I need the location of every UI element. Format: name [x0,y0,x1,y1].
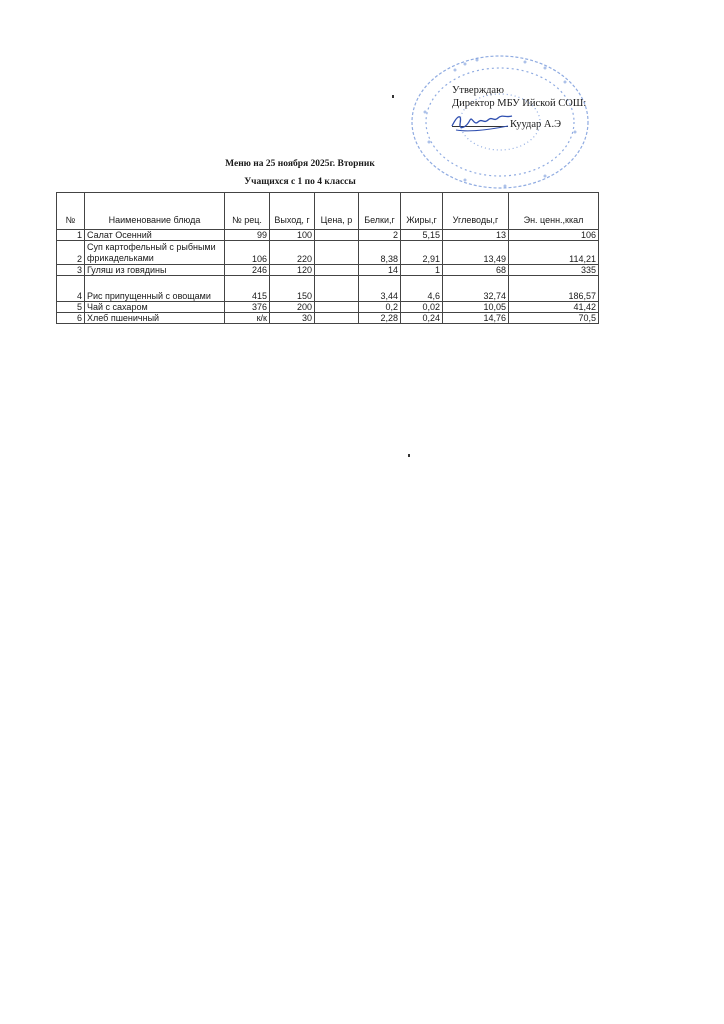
cell-carbs: 13,49 [443,241,509,265]
table-header-row [57,193,599,230]
cell-dish-name: Чай с сахаром [85,302,225,313]
cell-output: 30 [270,313,315,324]
header-proteins: Белки,г [359,193,401,230]
cell-carbs: 14,76 [443,313,509,324]
menu-title: Меню на 25 ноября 2025г. Вторник [225,159,375,169]
cell-energy: 70,5 [509,313,599,324]
approval-signatory-name: Куудар А.Э [510,119,562,130]
table-row [57,302,599,313]
cell-no: 1 [57,230,85,241]
cell-recipe-no: 106 [225,241,270,265]
cell-fats: 0,24 [401,313,443,324]
cell-price [315,302,359,313]
cell-dish-name: Суп картофельный с рыбными фрикадельками [85,241,225,265]
cell-price [315,241,359,265]
menu-table [56,192,599,324]
menu-subtitle: Учащихся с 1 по 4 классы [244,177,356,187]
cell-proteins: 2 [359,230,401,241]
cell-proteins: 3,44 [359,276,401,302]
cell-no: 4 [57,276,85,302]
cell-energy: 335 [509,265,599,276]
table-row [57,230,599,241]
header-fats: Жиры,г [401,193,443,230]
cell-recipe-no: 376 [225,302,270,313]
header-no: № [57,193,85,230]
cell-output: 120 [270,265,315,276]
cell-no: 5 [57,302,85,313]
header-recipe-no: № рец. [225,193,270,230]
cell-dish-name: Гуляш из говядины [85,265,225,276]
cell-no: 6 [57,313,85,324]
cell-recipe-no: 246 [225,265,270,276]
approval-position: Директор МБУ Ийской СОШ: [452,98,587,109]
scan-speck [408,454,410,457]
header-output: Выход, г [270,193,315,230]
cell-carbs: 68 [443,265,509,276]
cell-proteins: 14 [359,265,401,276]
header-energy: Эн. ценн.,ккал [509,193,599,230]
cell-recipe-no: к/к [225,313,270,324]
table-row [57,313,599,324]
cell-carbs: 32,74 [443,276,509,302]
cell-proteins: 0,2 [359,302,401,313]
table-row [57,241,599,265]
header-carbs: Углеводы,г [443,193,509,230]
header-dish-name: Наименование блюда [85,193,225,230]
cell-fats: 1 [401,265,443,276]
cell-output: 100 [270,230,315,241]
cell-energy: 41,42 [509,302,599,313]
cell-output: 200 [270,302,315,313]
cell-energy: 114,21 [509,241,599,265]
table-row [57,276,599,302]
cell-price [315,313,359,324]
cell-recipe-no: 99 [225,230,270,241]
approval-title: Утверждаю [452,85,504,96]
cell-dish-name: Салат Осенний [85,230,225,241]
cell-dish-name: Хлеб пшеничный [85,313,225,324]
cell-fats: 4,6 [401,276,443,302]
cell-fats: 0,02 [401,302,443,313]
cell-energy: 106 [509,230,599,241]
cell-fats: 2,91 [401,241,443,265]
cell-no: 2 [57,241,85,265]
cell-no: 3 [57,265,85,276]
cell-price [315,230,359,241]
cell-carbs: 13 [443,230,509,241]
scan-speck [392,95,394,98]
cell-output: 220 [270,241,315,265]
cell-proteins: 8,38 [359,241,401,265]
cell-dish-name: Рис припущенный с овощами [85,276,225,302]
cell-output: 150 [270,276,315,302]
cell-price [315,265,359,276]
cell-price [315,276,359,302]
cell-fats: 5,15 [401,230,443,241]
cell-proteins: 2,28 [359,313,401,324]
table-row [57,265,599,276]
cell-carbs: 10,05 [443,302,509,313]
cell-recipe-no: 415 [225,276,270,302]
handwritten-signature [448,108,518,136]
header-price: Цена, р [315,193,359,230]
cell-energy: 186,57 [509,276,599,302]
